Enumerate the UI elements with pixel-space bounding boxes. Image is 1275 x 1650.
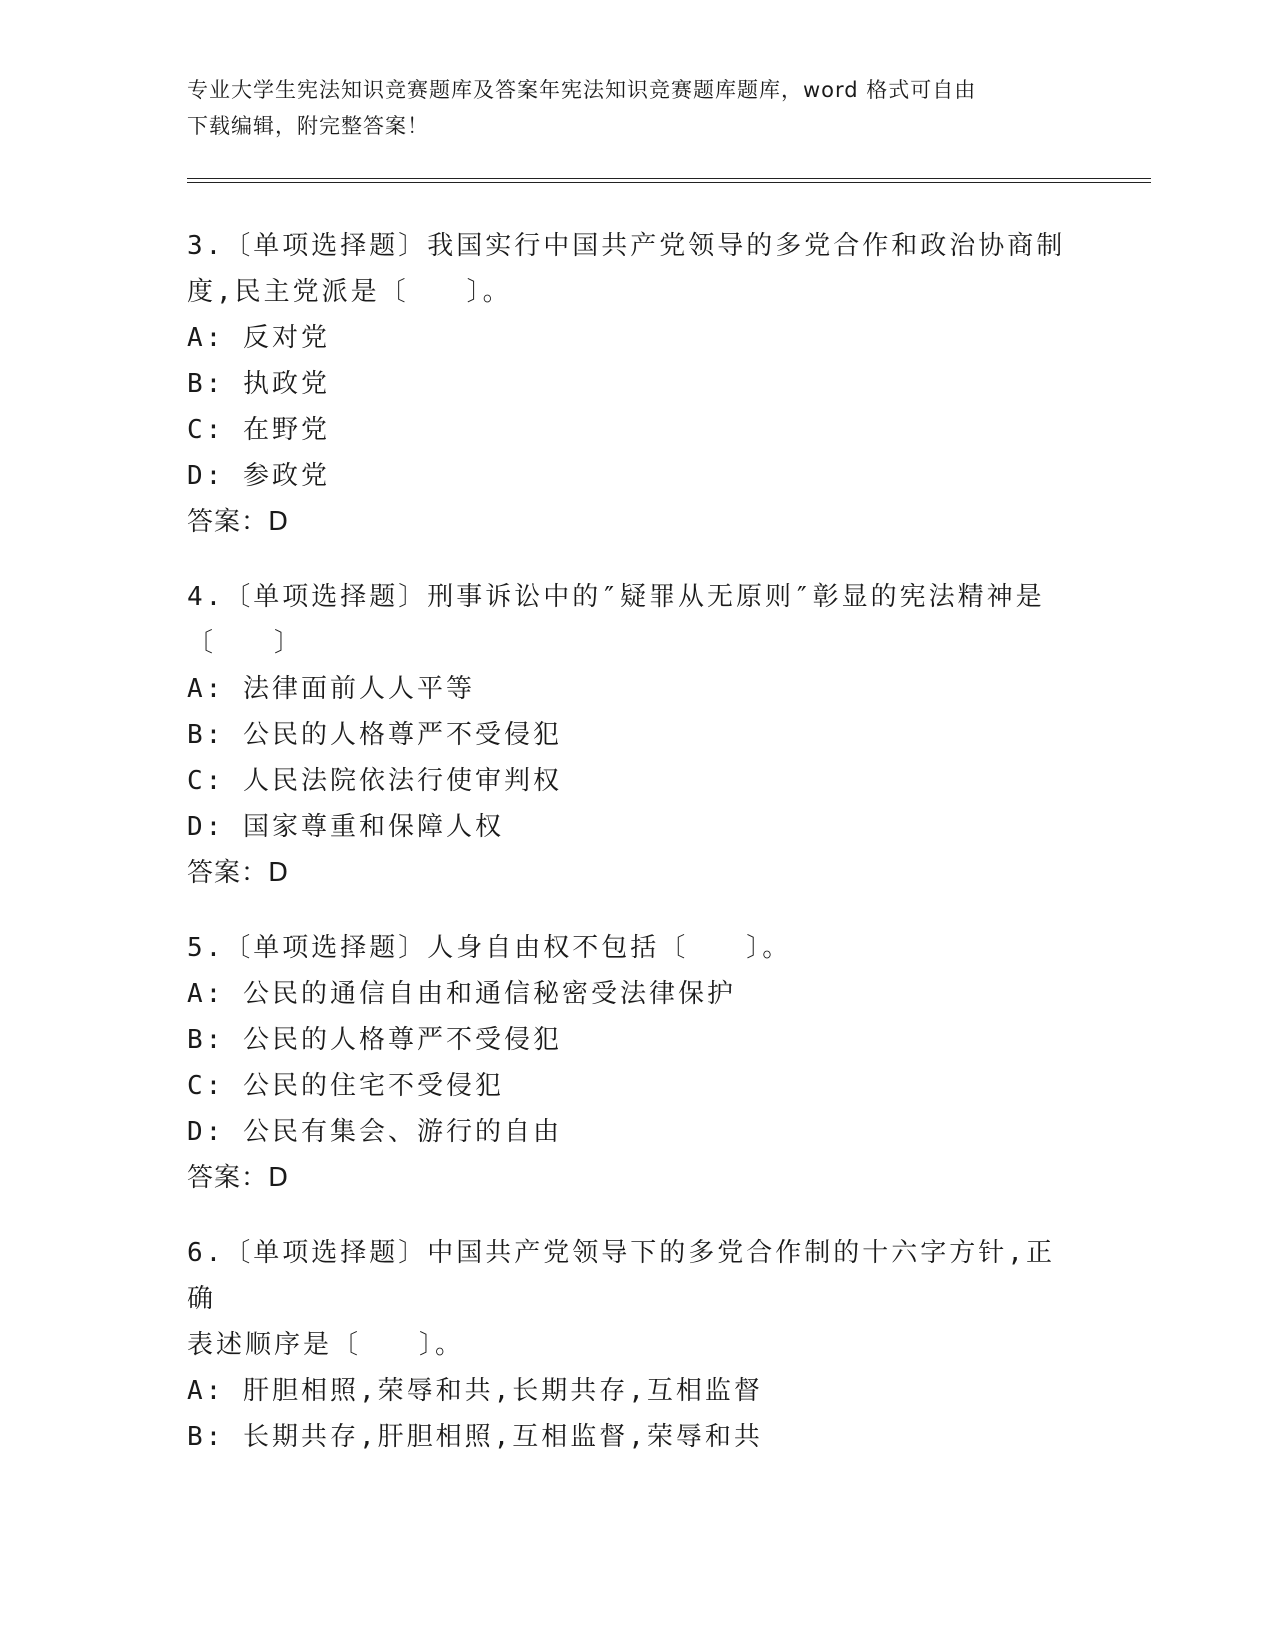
question-stem-line-2: 度,民主党派是〔 〕。 (187, 277, 512, 307)
option-b: B: 公民的人格尊严不受侵犯 (187, 720, 562, 750)
option-c: C: 人民法院依法行使审判权 (187, 766, 562, 796)
question-stem-line-2: 〔 〕 (187, 628, 304, 658)
option-b: B: 长期共存,肝胆相照,互相监督,荣辱和共 (187, 1422, 763, 1452)
question-6 (187, 1230, 1067, 1460)
question-stem-line-1: 6.〔单项选择题〕中国共产党领导下的多党合作制的十六字方针,正确 (187, 1238, 1055, 1314)
header-line-1: 专业大学生宪法知识竞赛题库及答案年宪法知识竞赛题库题库，word 格式可自由 (187, 78, 977, 102)
question-stem-line-1: 4.〔单项选择题〕刑事诉讼中的″疑罪从无原则″彰显的宪法精神是 (187, 582, 1045, 612)
document-header (187, 72, 1087, 144)
option-b: B: 执政党 (187, 369, 330, 399)
question-stem-line-2: 表述顺序是〔 〕。 (187, 1330, 465, 1360)
question-stem-line-1: 3.〔单项选择题〕我国实行中国共产党领导的多党合作和政治协商制 (187, 231, 1066, 261)
question-3 (187, 223, 1067, 545)
question-stem (187, 1230, 1067, 1368)
header-line-2: 下载编辑，附完整答案！ (187, 114, 429, 138)
question-stem-line-1: 5.〔单项选择题〕人身自由权不包括〔 〕。 (187, 933, 792, 963)
header-divider-top (187, 178, 1151, 179)
question-4 (187, 574, 1067, 896)
question-stem (187, 574, 1067, 666)
option-d: D: 参政党 (187, 461, 330, 491)
header-divider-bottom (187, 182, 1151, 183)
option-c: C: 在野党 (187, 415, 330, 445)
answer: 答案：D (187, 858, 290, 888)
option-d: D: 国家尊重和保障人权 (187, 812, 504, 842)
question-stem (187, 925, 1067, 971)
option-a: A: 肝胆相照,荣辱和共,长期共存,互相监督 (187, 1376, 763, 1406)
option-b: B: 公民的人格尊严不受侵犯 (187, 1025, 562, 1055)
option-d: D: 公民有集会、游行的自由 (187, 1117, 562, 1147)
option-a: A: 反对党 (187, 323, 330, 353)
answer: 答案：D (187, 507, 290, 537)
option-a: A: 公民的通信自由和通信秘密受法律保护 (187, 979, 736, 1009)
question-stem (187, 223, 1067, 315)
option-a: A: 法律面前人人平等 (187, 674, 475, 704)
question-5 (187, 925, 1067, 1201)
option-c: C: 公民的住宅不受侵犯 (187, 1071, 504, 1101)
answer: 答案：D (187, 1163, 290, 1193)
